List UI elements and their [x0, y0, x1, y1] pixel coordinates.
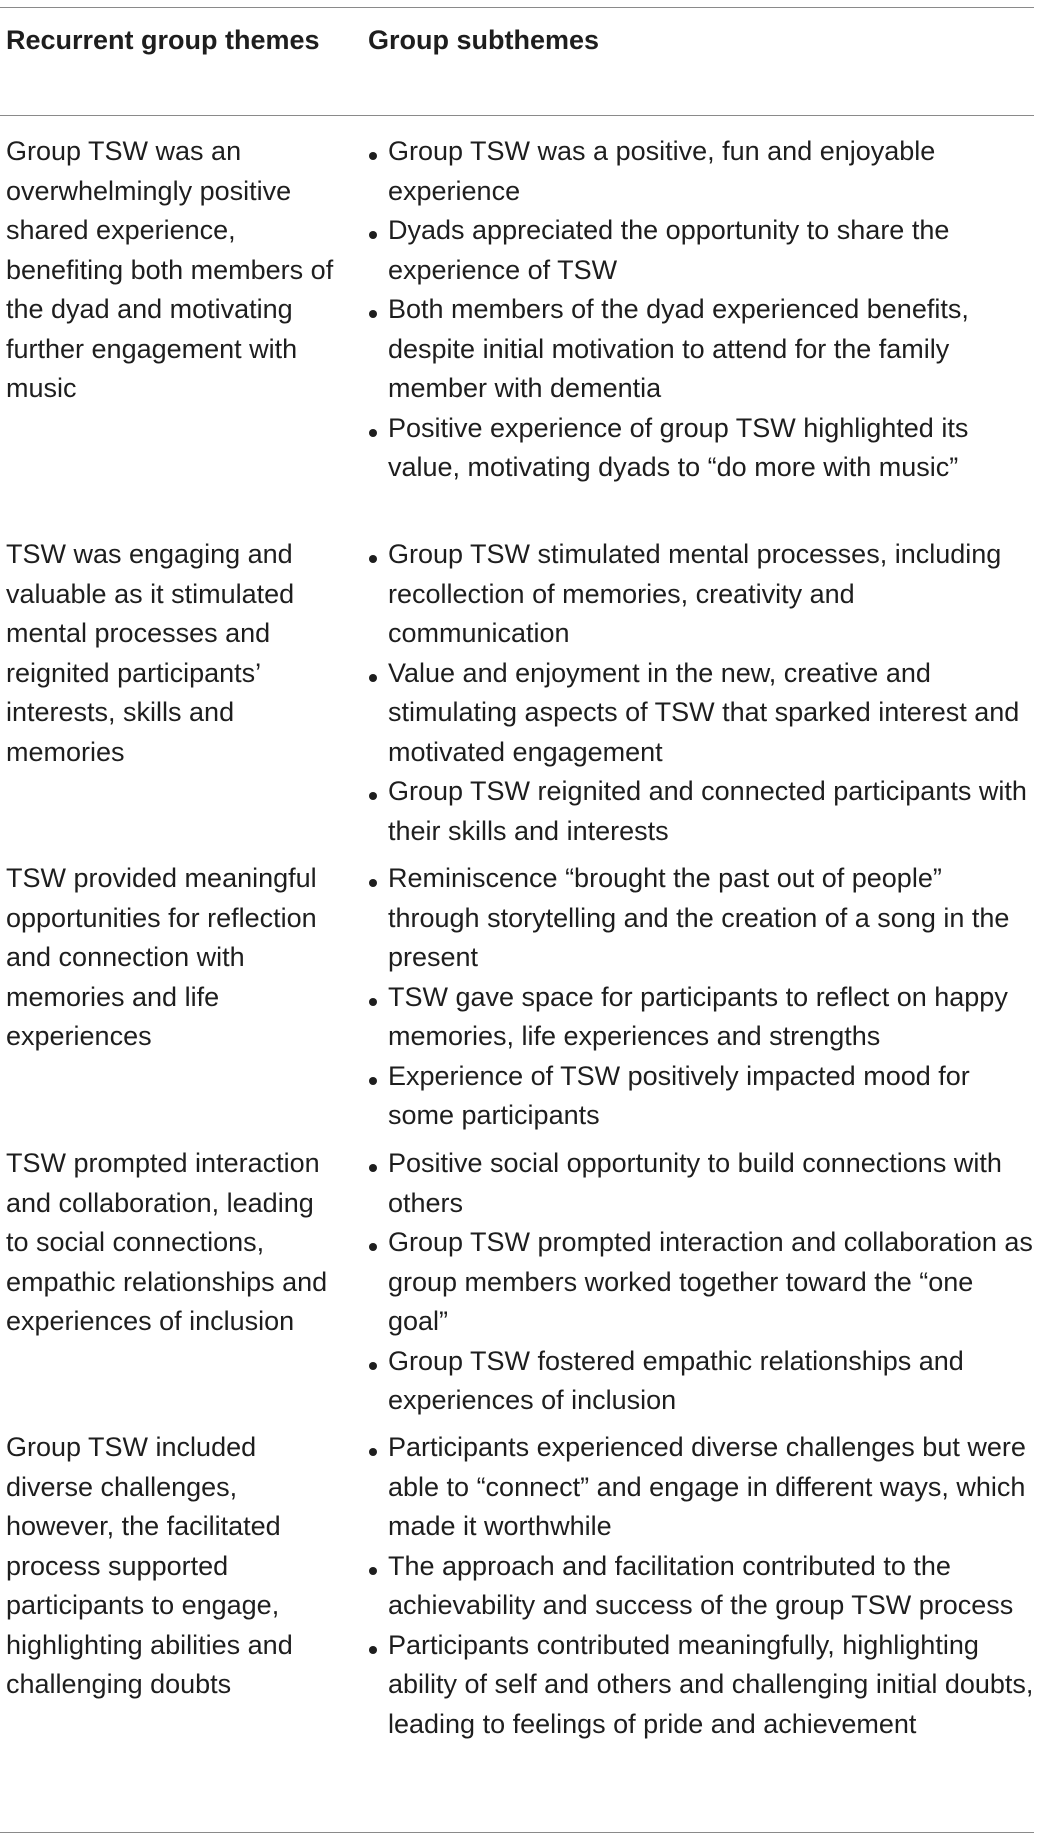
subtheme-text: Dyads appreciated the opportunity to share the experience of TSW — [388, 215, 950, 285]
subtheme-text: Group TSW stimulated mental processes, including recollection of memories, creativity and communication — [388, 539, 1002, 648]
subtheme-text: Positive social opportunity to build connections with others — [388, 1148, 1002, 1218]
subtheme-list — [368, 535, 1036, 851]
subtheme-item — [368, 1144, 1036, 1223]
subtheme-item — [368, 1057, 1036, 1136]
subtheme-text: The approach and facilitation contributed to the achievability and success of the group TSW process — [388, 1550, 1014, 1620]
subtheme-item — [368, 1342, 1036, 1421]
bullet-icon — [369, 555, 377, 563]
subtheme-item — [368, 772, 1036, 851]
recurrent-theme: TSW provided meaningful opportunities for reflection and connection with memories and life experiences — [6, 863, 317, 1051]
subtheme-text: TSW gave space for participants to reflect on happy memories, life experiences and strengths — [388, 981, 1008, 1051]
bullet-icon — [369, 1243, 377, 1251]
bullet-icon — [369, 674, 377, 682]
subtheme-text: Experience of TSW positively impacted mood for some participants — [388, 1060, 970, 1130]
subtheme-text: Participants experienced diverse challenges but were able to “connect” and engage in different ways, which made it worthwhile — [388, 1432, 1026, 1541]
subtheme-item — [368, 1547, 1036, 1626]
subtheme-list — [368, 1428, 1036, 1744]
subtheme-item — [368, 211, 1036, 290]
subtheme-list — [368, 859, 1036, 1136]
subtheme-text: Group TSW reignited and connected participants with their skills and interests — [388, 776, 1027, 846]
subtheme-item — [368, 978, 1036, 1057]
subtheme-item — [368, 409, 1036, 488]
bullet-icon — [369, 1567, 377, 1575]
recurrent-theme: Group TSW was an overwhelmingly positive shared experience, benefiting both members of the dyad and motivating further engagement with music — [6, 136, 334, 403]
bullet-icon — [369, 429, 377, 437]
header-group-subthemes: Group subthemes — [368, 25, 600, 55]
subtheme-text: Positive experience of group TSW highlighted its value, motivating dyads to “do more with music” — [388, 412, 969, 482]
table-top-rule — [0, 7, 1034, 8]
subtheme-text: Group TSW prompted interaction and collaboration as group members worked together toward the “one goal” — [388, 1227, 1033, 1336]
subtheme-item — [368, 132, 1036, 211]
header-divider-rule — [0, 115, 1034, 116]
recurrent-theme: TSW prompted interaction and collaboration, leading to social connections, empathic relationships and experiences of inclusion — [6, 1148, 328, 1336]
bullet-icon — [369, 1077, 377, 1085]
subtheme-item — [368, 1428, 1036, 1547]
subtheme-item — [368, 1626, 1036, 1745]
subtheme-text: Group TSW fostered empathic relationships and experiences of inclusion — [388, 1345, 964, 1415]
bullet-icon — [369, 792, 377, 800]
subtheme-item — [368, 654, 1036, 773]
bullet-icon — [369, 310, 377, 318]
subtheme-text: Group TSW was a positive, fun and enjoyable experience — [388, 136, 936, 206]
bullet-icon — [369, 998, 377, 1006]
table-bottom-rule — [0, 1832, 1034, 1833]
subtheme-text: Both members of the dyad experienced benefits, despite initial motivation to attend for the family member with dementia — [388, 294, 969, 403]
header-recurrent-group-themes: Recurrent group themes — [6, 25, 320, 55]
subtheme-item — [368, 290, 1036, 409]
subtheme-item — [368, 859, 1036, 978]
bullet-icon — [369, 1362, 377, 1370]
bullet-icon — [369, 879, 377, 887]
subtheme-text: Value and enjoyment in the new, creative and stimulating aspects of TSW that sparked interest and motivated engagement — [388, 657, 1020, 767]
bullet-icon — [369, 231, 377, 239]
bullet-icon — [369, 1164, 377, 1172]
recurrent-theme: Group TSW included diverse challenges, however, the facilitated process supported participants to engage, highlighting abilities and challenging doubts — [6, 1432, 293, 1699]
subtheme-text: Reminiscence “brought the past out of people” through storytelling and the creation of a song in the present — [388, 863, 1010, 972]
subtheme-list — [368, 132, 1036, 488]
subtheme-item — [368, 535, 1036, 654]
subtheme-text: Participants contributed meaningfully, highlighting ability of self and others and challenging initial doubts, leading to feelings of pride and achievement — [388, 1629, 1034, 1739]
subtheme-list — [368, 1144, 1036, 1421]
bullet-icon — [369, 152, 377, 160]
recurrent-theme: TSW was engaging and valuable as it stimulated mental processes and reignited participants’ interests, skills and memories — [6, 539, 295, 767]
subtheme-item — [368, 1223, 1036, 1342]
bullet-icon — [369, 1448, 377, 1456]
bullet-icon — [369, 1646, 377, 1654]
